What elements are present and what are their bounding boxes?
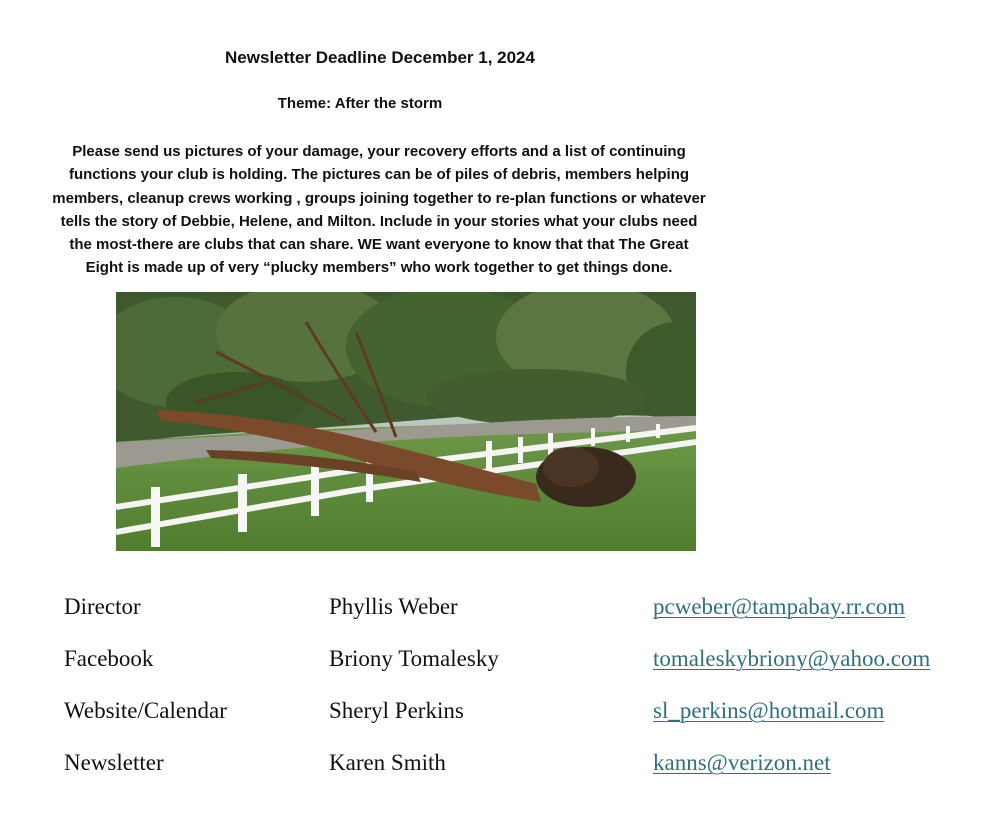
contact-role: Facebook bbox=[64, 646, 154, 671]
email-link[interactable]: tomaleskybriony@yahoo.com bbox=[653, 646, 931, 671]
contact-list bbox=[64, 590, 984, 798]
paragraph-line: Eight is made up of very “plucky members” who work together to get things done. bbox=[85, 259, 673, 277]
paragraph-line: Please send us pictures of your damage, your recovery efforts and a list of continuing bbox=[72, 143, 686, 160]
theme-line: Theme: After the storm bbox=[277, 95, 443, 112]
newsletter-deadline: Newsletter Deadline December 1, 2024 bbox=[225, 48, 535, 67]
contact-row bbox=[64, 694, 984, 746]
contact-role: Newsletter bbox=[64, 750, 164, 775]
contact-role: Director bbox=[64, 594, 141, 619]
paragraph-line: the most-there are clubs that can share. WE want everyone to know that that The Great bbox=[69, 236, 689, 254]
email-link[interactable]: pcweber@tampabay.rr.com bbox=[653, 594, 906, 619]
contact-name: Phyllis Weber bbox=[329, 594, 458, 619]
paragraph-line: functions your club is holding. The pictures can be of piles of debris, members helping bbox=[68, 166, 690, 184]
fallen-tree-photo bbox=[116, 292, 696, 551]
contact-name: Karen Smith bbox=[329, 750, 446, 775]
contact-row bbox=[64, 642, 984, 694]
contact-name: Sheryl Perkins bbox=[329, 698, 464, 723]
email-link[interactable]: kanns@verizon.net bbox=[653, 750, 831, 775]
contact-name: Briony Tomalesky bbox=[329, 646, 499, 671]
paragraph-line: tells the story of Debbie, Helene, and Milton. Include in your stories what your clubs need bbox=[60, 212, 698, 230]
contact-role: Website/Calendar bbox=[64, 698, 227, 723]
request-paragraph bbox=[40, 140, 718, 280]
paragraph-line: members, cleanup crews working , groups joining together to re-plan functions or whatever bbox=[52, 189, 706, 207]
email-link[interactable]: sl_perkins@hotmail.com bbox=[653, 698, 885, 723]
contact-row bbox=[64, 746, 984, 798]
contact-row bbox=[64, 590, 984, 642]
